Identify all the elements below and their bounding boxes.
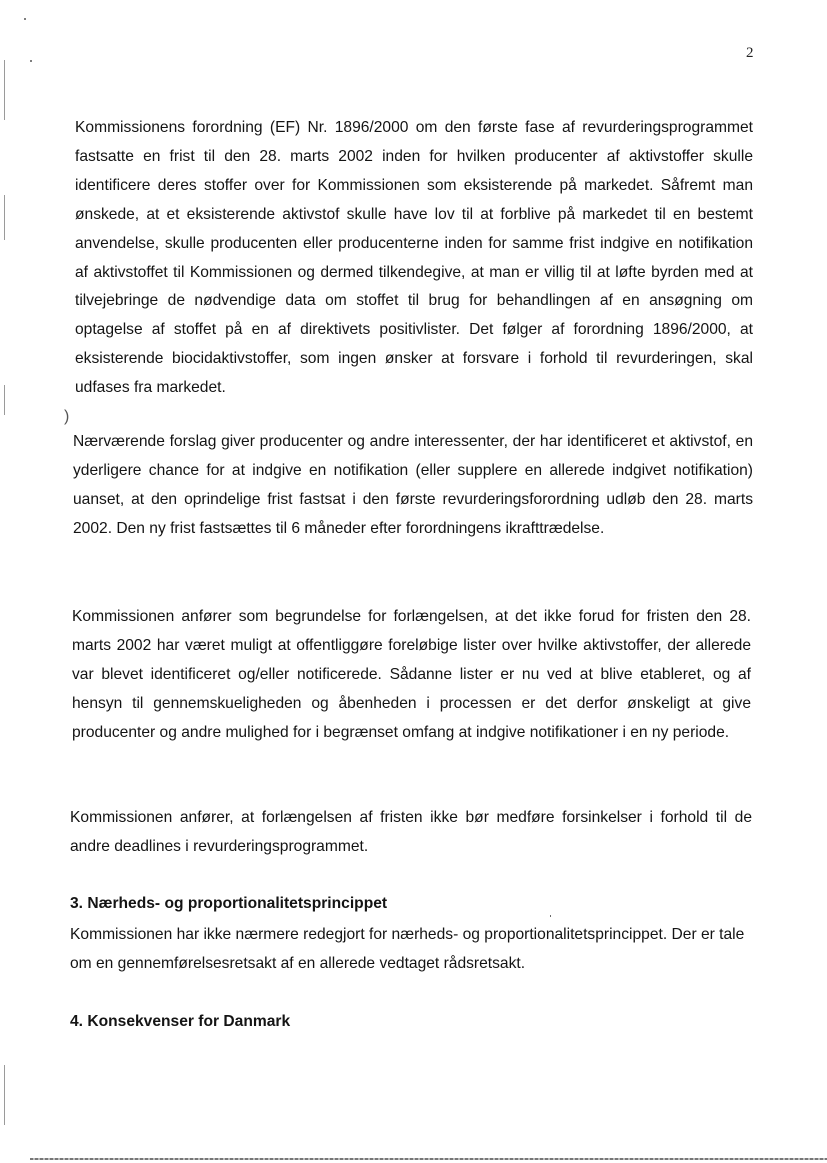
paragraph-naerhed: Kommissionen har ikke nærmere redegjort for nærheds- og proportionalitetsprincippet. Der er tale om en gennemførelsesretsakt af en allerede vedtaget rådsretsakt. xyxy=(70,926,745,972)
section-heading-naerhed: 3. Nærheds- og proportionalitetsprincippet xyxy=(70,895,388,912)
paragraph-forsinkelser: Kommissionen anfører, at forlængelsen af fristen ikke bør medføre forsinkelser i forhold til de andre deadlines i revurderingsprogrammet. xyxy=(70,809,752,855)
scan-bottom-edge xyxy=(30,1158,827,1160)
scan-speck xyxy=(550,915,551,917)
margin-mark: ) xyxy=(64,408,70,425)
scan-edge-mid xyxy=(4,195,5,240)
scan-edge-lower xyxy=(4,385,5,415)
section-heading-konsekvenser: 4. Konsekvenser for Danmark xyxy=(70,1013,291,1030)
paragraph-revurderingsprogram: Kommissionens forordning (EF) Nr. 1896/2000 om den første fase af revurderingsprogrammet fastsatte en frist til den 28. marts 2002 inden for hvilken producenter af aktivstoffer skulle identificere deres stoffer over for Kommissionen som eksisterende på markedet. Såfremt man ønskede, at et eksisterende aktivstof skulle have lov til at forblive på markedet til en bestemt anvendelse, skulle producenten eller producenterne inden for samme frist indgive en notifikation af aktivstoffet til Kommissionen og dermed tilkendegive, at man er villig til at løfte byrden med at tilvejebringe de nødvendige data om stoffet til brug for behandlingen af en ansøgning om optagelse af stoffet på en af direktivets positivlister. Det følger af forordning 1896/2000, at eksisterende biocidaktivstoffer, som ingen ønsker at forsvare i forhold til revurderingen, skal udfases fra markedet. xyxy=(75,119,753,397)
scan-speck xyxy=(30,60,32,62)
scan-speck xyxy=(24,18,26,20)
paragraph-begrundelse: Kommissionen anfører som begrundelse for forlængelsen, at det ikke forud for fristen den 28. marts 2002 har været muligt at offentliggøre foreløbige lister over hvilke aktivstoffer, der allerede var blevet identificeret og/eller notificerede. Sådanne lister er nu ved at blive etableret, og af hensyn til gennemskueligheden og åbenheden i processen er det derfor ønskeligt at give producenter og andre mulighed for i begrænset omfang at indgive notifikationer i en ny periode. xyxy=(72,608,751,741)
scan-edge-bottom xyxy=(4,1065,5,1125)
paragraph-forslag: Nærværende forslag giver producenter og andre interessenter, der har identificeret et aktivstof, en yderligere chance for at indgive en notifikation (eller supplere en allerede indgivet notifikation) uanset, at den oprindelige frist fastsat i den første revurderingsforordning udløb den 28. marts 2002. Den ny frist fastsættes til 6 måneder efter forordningens ikrafttrædelse. xyxy=(73,433,753,537)
page-number: 2 xyxy=(746,45,754,61)
scan-edge-top xyxy=(4,60,5,120)
